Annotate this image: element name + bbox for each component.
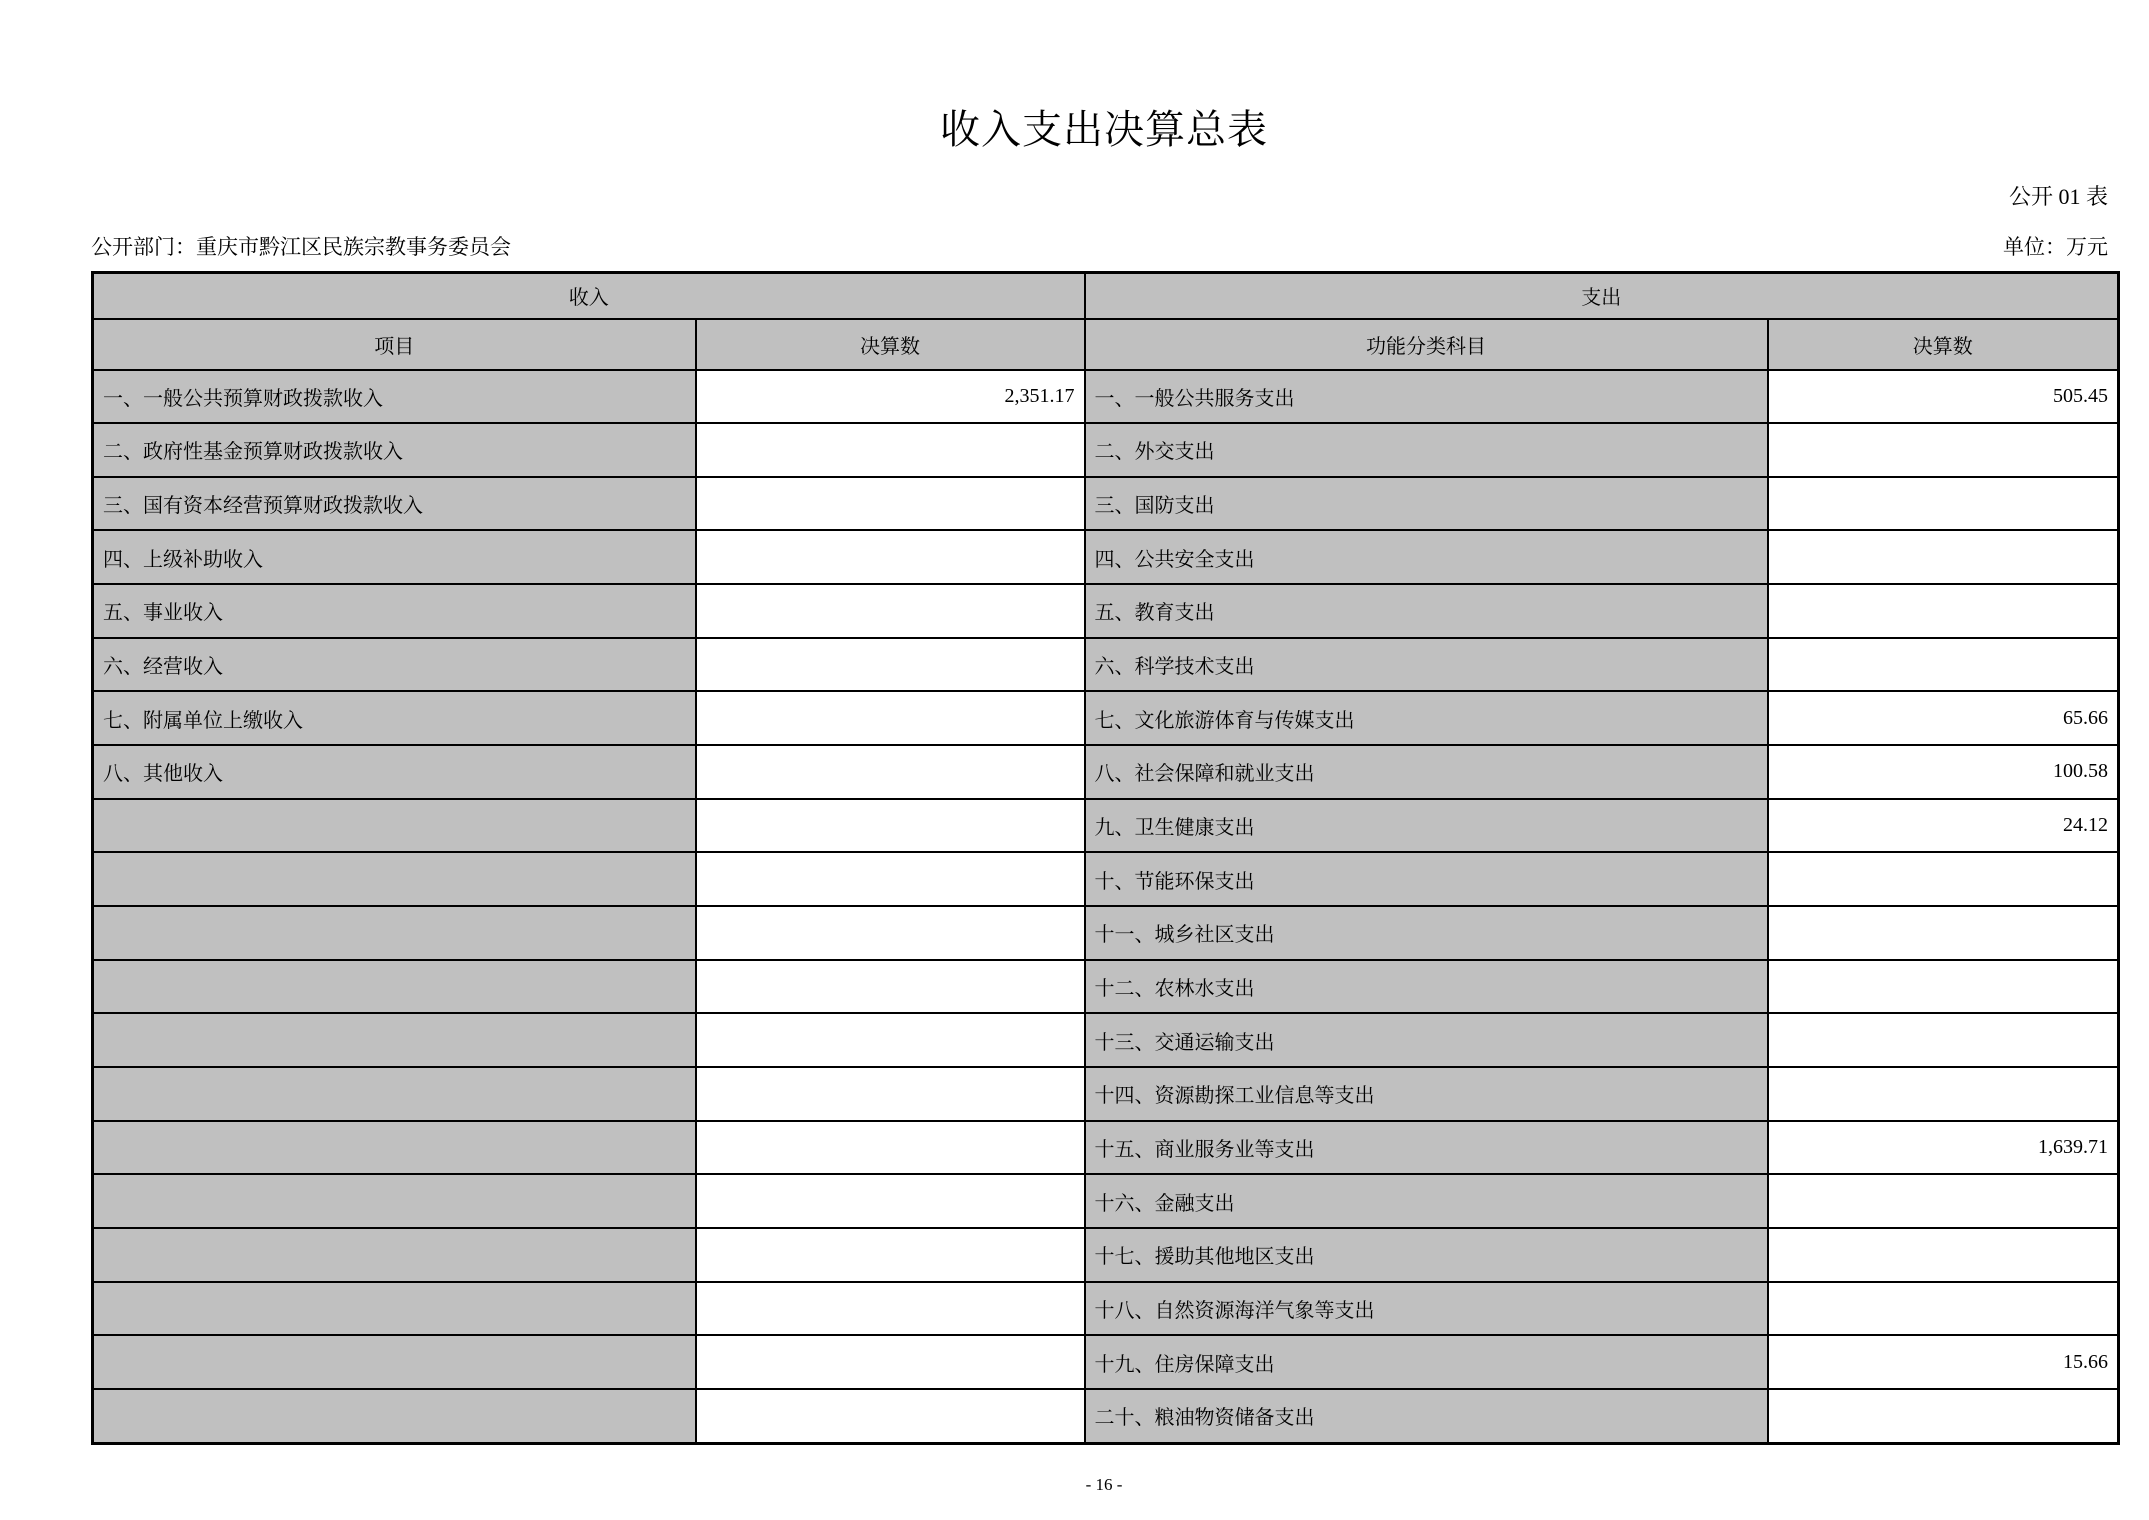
- table-row: [93, 638, 2119, 692]
- expense-amount-cell: [1768, 1013, 2119, 1067]
- section-header-row: [93, 273, 2119, 319]
- expense-amount-cell: [1768, 1067, 2119, 1121]
- expense-item-column-header: 功能分类科目: [1085, 319, 1768, 370]
- income-item-cell: [93, 799, 696, 853]
- income-section-header: 收入: [93, 273, 1085, 319]
- unit-label: 单位：万元: [2003, 235, 2108, 259]
- expense-amount-cell: [1768, 960, 2119, 1014]
- expense-item-cell: 三、国防支出: [1085, 477, 1768, 531]
- expense-amount-cell: 100.58: [1768, 745, 2119, 799]
- table-row: [93, 799, 2119, 853]
- income-item-cell: [93, 1067, 696, 1121]
- expense-amount-cell: [1768, 1389, 2119, 1444]
- income-item-cell: 一、一般公共预算财政拨款收入: [93, 370, 696, 424]
- expense-amount-column-header: 决算数: [1768, 319, 2119, 370]
- expense-item-cell: 七、文化旅游体育与传媒支出: [1085, 691, 1768, 745]
- income-amount-cell: [696, 745, 1085, 799]
- expense-amount-cell: [1768, 584, 2119, 638]
- table-row: [93, 1067, 2119, 1121]
- expense-item-cell: 十四、资源勘探工业信息等支出: [1085, 1067, 1768, 1121]
- income-item-cell: [93, 852, 696, 906]
- income-item-cell: [93, 1335, 696, 1389]
- income-amount-cell: [696, 691, 1085, 745]
- income-amount-cell: [696, 530, 1085, 584]
- income-amount-cell: [696, 1228, 1085, 1282]
- table-row: [93, 370, 2119, 424]
- page-title: 收入支出决算总表: [940, 107, 1268, 152]
- table-row: [93, 960, 2119, 1014]
- expense-amount-cell: [1768, 423, 2119, 477]
- income-amount-cell: [696, 960, 1085, 1014]
- expense-amount-cell: [1768, 530, 2119, 584]
- expense-item-cell: 十五、商业服务业等支出: [1085, 1121, 1768, 1175]
- income-item-cell: 八、其他收入: [93, 745, 696, 799]
- expense-item-cell: 二、外交支出: [1085, 423, 1768, 477]
- expense-amount-cell: 24.12: [1768, 799, 2119, 853]
- table-row: [93, 745, 2119, 799]
- column-header-row: [93, 319, 2119, 370]
- expense-amount-cell: 505.45: [1768, 370, 2119, 424]
- expense-amount-cell: [1768, 852, 2119, 906]
- table-row: [93, 530, 2119, 584]
- income-item-cell: [93, 1121, 696, 1175]
- table-row: [93, 477, 2119, 531]
- page-number: - 16 -: [1085, 1475, 1123, 1494]
- expense-amount-cell: 15.66: [1768, 1335, 2119, 1389]
- meta-line: [91, 231, 2108, 261]
- income-item-cell: [93, 1013, 696, 1067]
- expense-item-cell: 五、教育支出: [1085, 584, 1768, 638]
- income-amount-cell: [696, 1174, 1085, 1228]
- income-item-cell: 三、国有资本经营预算财政拨款收入: [93, 477, 696, 531]
- income-amount-cell: [696, 852, 1085, 906]
- table-row: [93, 423, 2119, 477]
- income-amount-cell: [696, 1335, 1085, 1389]
- income-item-cell: [93, 1389, 696, 1444]
- expense-amount-cell: [1768, 638, 2119, 692]
- income-item-cell: [93, 1228, 696, 1282]
- income-amount-cell: [696, 584, 1085, 638]
- income-item-cell: 四、上级补助收入: [93, 530, 696, 584]
- budget-summary-table: [91, 271, 2120, 1445]
- table-row: [93, 1121, 2119, 1175]
- income-amount-cell: [696, 1389, 1085, 1444]
- income-amount-cell: [696, 1067, 1085, 1121]
- table-code: 公开 01 表: [2008, 184, 2108, 209]
- expense-item-cell: 十七、援助其他地区支出: [1085, 1228, 1768, 1282]
- expense-item-cell: 八、社会保障和就业支出: [1085, 745, 1768, 799]
- table-row: [93, 1228, 2119, 1282]
- income-amount-cell: [696, 638, 1085, 692]
- table-row: [93, 852, 2119, 906]
- expense-amount-cell: [1768, 1282, 2119, 1336]
- income-amount-cell: [696, 477, 1085, 531]
- expense-item-cell: 十九、住房保障支出: [1085, 1335, 1768, 1389]
- table-row: [93, 691, 2119, 745]
- income-amount-cell: [696, 906, 1085, 960]
- income-item-cell: [93, 906, 696, 960]
- expense-amount-cell: [1768, 1174, 2119, 1228]
- income-item-cell: [93, 1174, 696, 1228]
- income-amount-cell: [696, 1013, 1085, 1067]
- expense-amount-cell: 65.66: [1768, 691, 2119, 745]
- income-item-cell: 二、政府性基金预算财政拨款收入: [93, 423, 696, 477]
- income-amount-cell: [696, 1282, 1085, 1336]
- expense-section-header: 支出: [1085, 273, 2119, 319]
- expense-item-cell: 十三、交通运输支出: [1085, 1013, 1768, 1067]
- expense-item-cell: 九、卫生健康支出: [1085, 799, 1768, 853]
- expense-item-cell: 十二、农林水支出: [1085, 960, 1768, 1014]
- income-item-cell: [93, 960, 696, 1014]
- income-amount-cell: [696, 423, 1085, 477]
- expense-item-cell: 六、科学技术支出: [1085, 638, 1768, 692]
- table-row: [93, 1335, 2119, 1389]
- income-amount-cell: 2,351.17: [696, 370, 1085, 424]
- expense-item-cell: 十六、金融支出: [1085, 1174, 1768, 1228]
- table-row: [93, 1013, 2119, 1067]
- table-row: [93, 1282, 2119, 1336]
- expense-item-cell: 二十、粮油物资储备支出: [1085, 1389, 1768, 1444]
- expense-item-cell: 四、公共安全支出: [1085, 530, 1768, 584]
- expense-item-cell: 十八、自然资源海洋气象等支出: [1085, 1282, 1768, 1336]
- income-item-cell: 五、事业收入: [93, 584, 696, 638]
- income-amount-column-header: 决算数: [696, 319, 1085, 370]
- table-row: [93, 1174, 2119, 1228]
- income-item-column-header: 项目: [93, 319, 696, 370]
- expense-amount-cell: [1768, 906, 2119, 960]
- income-amount-cell: [696, 1121, 1085, 1175]
- table-row: [93, 1389, 2119, 1444]
- income-item-cell: [93, 1282, 696, 1336]
- income-amount-cell: [696, 799, 1085, 853]
- income-item-cell: 七、附属单位上缴收入: [93, 691, 696, 745]
- expense-item-cell: 十、节能环保支出: [1085, 852, 1768, 906]
- department-label: 公开部门：重庆市黔江区民族宗教事务委员会: [91, 235, 511, 259]
- expense-item-cell: 一、一般公共服务支出: [1085, 370, 1768, 424]
- expense-amount-cell: [1768, 1228, 2119, 1282]
- expense-amount-cell: [1768, 477, 2119, 531]
- income-item-cell: 六、经营收入: [93, 638, 696, 692]
- expense-item-cell: 十一、城乡社区支出: [1085, 906, 1768, 960]
- table-row: [93, 906, 2119, 960]
- expense-amount-cell: 1,639.71: [1768, 1121, 2119, 1175]
- table-row: [93, 584, 2119, 638]
